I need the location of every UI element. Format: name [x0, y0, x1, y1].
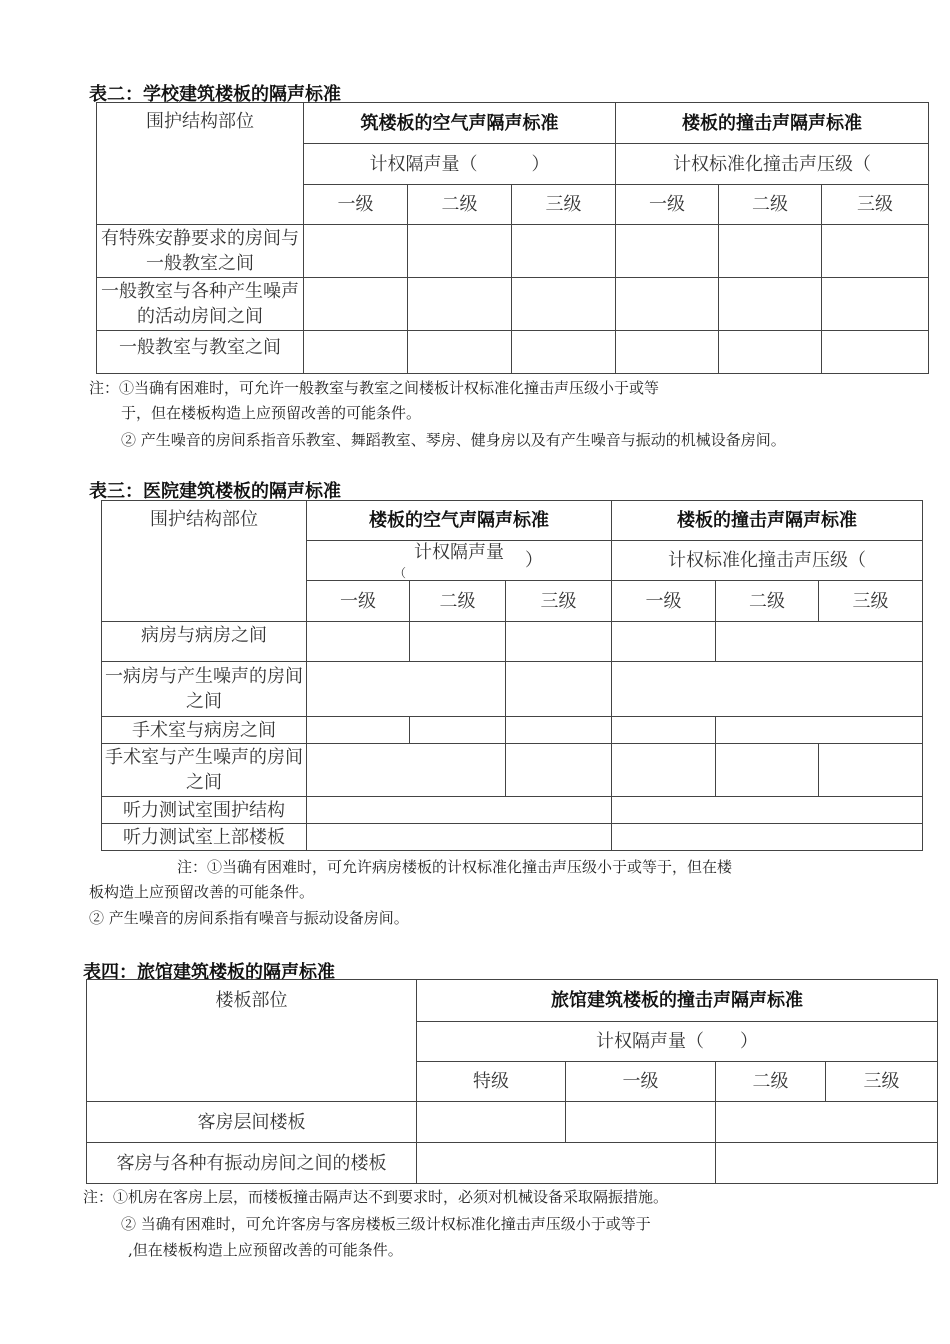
table4-note: 注：①机房在客房上层，而楼板撞击隔声达不到要求时，必须对机械设备采取隔振措施。 [83, 1188, 669, 1206]
table3-header-location: 围护结构部位 [102, 501, 307, 622]
table3-title: 表三：医院建筑楼板的隔声标准 [89, 481, 341, 502]
grade-cell: 三级 [826, 1062, 938, 1102]
table3-header-air: 楼板的空气声隔声标准 [307, 501, 612, 541]
grade-cell: 一级 [566, 1062, 716, 1102]
table4-header-impact: 旅馆建筑楼板的撞击声隔声标准 [417, 980, 938, 1022]
table2-header-air: 筑楼板的空气声隔声标准 [304, 103, 616, 144]
table2-header-impact: 楼板的撞击声隔声标准 [616, 103, 929, 144]
table4-title: 表四：旅馆建筑楼板的隔声标准 [83, 962, 335, 983]
grade-cell: 二级 [719, 185, 822, 225]
table2-header-impact-sub: 计权标准化撞击声压级（ [616, 144, 929, 185]
table-row [97, 225, 929, 278]
row-label: 一般教室与各种产生噪声的活动房间之间 [97, 278, 304, 331]
grade-cell: 一级 [307, 581, 410, 622]
grade-cell: 一级 [616, 185, 719, 225]
row-label: 听力测试室上部楼板 [102, 824, 307, 851]
table2-note: 于，但在楼板构造上应预留改善的可能条件。 [121, 404, 422, 422]
grade-cell: 二级 [716, 581, 819, 622]
table4-note: ,但在楼板构造上应预留改善的可能条件。 [128, 1241, 403, 1259]
row-label: 客房层间楼板 [87, 1102, 417, 1143]
table3-header-air-sub-cell [307, 541, 612, 581]
row-label: 客房与各种有振动房间之间的楼板 [87, 1143, 417, 1184]
row-label: 有特殊安静要求的房间与一般教室之间 [97, 225, 304, 278]
row-label: 手术室与病房之间 [102, 717, 307, 744]
row-label: 一病房与产生噪声的房间之间 [102, 662, 307, 717]
table-row [97, 278, 929, 331]
grade-cell: 三级 [819, 581, 923, 622]
table-row [87, 1102, 938, 1143]
table3-header-impact: 楼板的撞击声隔声标准 [612, 501, 923, 541]
table3-header-air-paren: （ [394, 566, 407, 580]
table3-note: ② 产生噪音的房间系指有噪音与振动设备房间。 [89, 909, 409, 927]
grade-cell: 二级 [410, 581, 506, 622]
table3-header-air-close: ） [525, 550, 543, 571]
table4-header-sub: 计权隔声量（ ） [417, 1022, 938, 1062]
grade-cell: 二级 [408, 185, 512, 225]
grade-cell: 三级 [822, 185, 929, 225]
grade-cell: 一级 [612, 581, 716, 622]
table-row [102, 662, 923, 717]
table-row [102, 744, 923, 797]
row-label: 一般教室与教室之间 [97, 331, 304, 374]
table3-note: 板构造上应预留改善的可能条件。 [89, 883, 315, 901]
table-row [102, 824, 923, 851]
grade-cell: 二级 [716, 1062, 826, 1102]
table4-header-location: 楼板部位 [87, 980, 417, 1102]
table2-header-location: 围护结构部位 [97, 103, 304, 225]
table-row [102, 622, 923, 662]
grade-cell: 三级 [506, 581, 612, 622]
table-row [97, 331, 929, 374]
table-row [102, 717, 923, 744]
table4-note: ② 当确有困难时，可允许客房与客房楼板三级计权标准化撞击声压级小于或等于 [121, 1215, 651, 1233]
table2 [96, 102, 929, 374]
table2-note: ② 产生噪音的房间系指音乐教室、舞蹈教室、琴房、健身房以及有产生噪音与振动的机械设备房间。 [121, 431, 786, 449]
grade-cell: 一级 [304, 185, 408, 225]
row-label: 听力测试室围护结构 [102, 797, 307, 824]
grade-cell: 特级 [417, 1062, 566, 1102]
grade-cell: 三级 [512, 185, 616, 225]
table3-note: 注：①当确有困难时，可允许病房楼板的计权标准化撞击声压级小于或等于，但在楼 [177, 858, 733, 876]
table2-note: 注：①当确有困难时，可允许一般教室与教室之间楼板计权标准化撞击声压级小于或等 [89, 379, 660, 397]
table-row [102, 797, 923, 824]
table2-header-air-sub: 计权隔声量（ ） [304, 144, 616, 185]
table2-title: 表二：学校建筑楼板的隔声标准 [89, 84, 341, 105]
row-label: 手术室与产生噪声的房间之间 [102, 744, 307, 797]
table4 [86, 979, 938, 1184]
row-label: 病房与病房之间 [102, 622, 307, 662]
table3-header-air-sub: 计权隔声量 [414, 542, 504, 563]
table3 [101, 500, 923, 851]
table-row [87, 1143, 938, 1184]
table3-header-impact-sub: 计权标准化撞击声压级（ [612, 541, 923, 581]
